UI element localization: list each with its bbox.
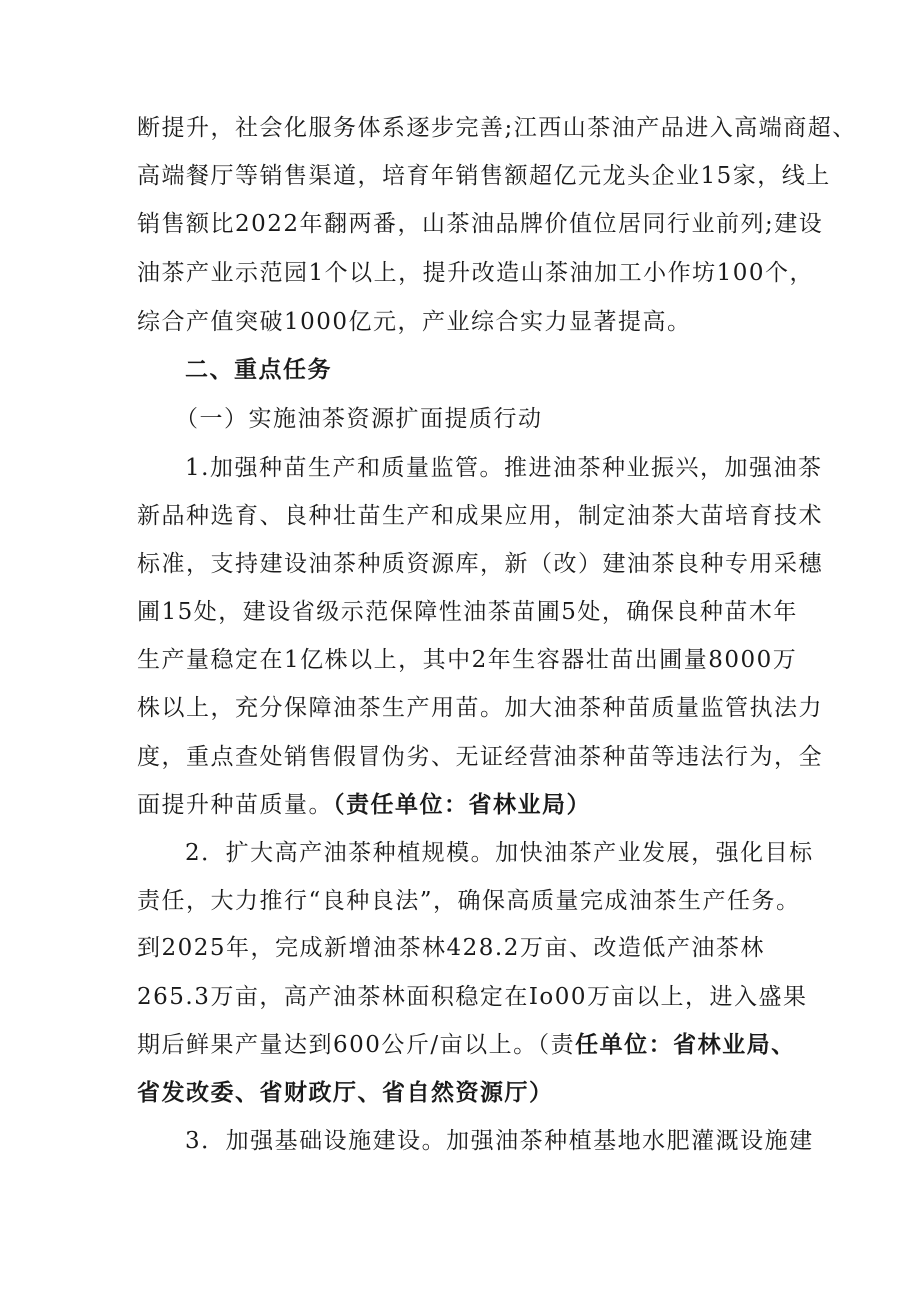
responsible-unit: （责任单位：省林业局） — [333, 792, 591, 818]
paragraph-line — [137, 113, 857, 143]
paragraph-line — [137, 597, 798, 627]
paragraph-line — [137, 742, 823, 772]
paragraph-line — [137, 645, 797, 675]
line-text: 2．扩大高产油茶种植规模。加快油茶产业发展，强化目标 — [185, 840, 814, 866]
paragraph-line — [185, 1126, 814, 1156]
subheading-text: （一）实施油茶资源扩面提质行动 — [175, 406, 543, 432]
paragraph-line — [137, 1030, 796, 1060]
paragraph-line — [137, 501, 823, 531]
paragraph-line — [137, 209, 823, 239]
line-text: 期后鲜果产量达到600公斤/亩以上。（责 — [137, 1032, 576, 1058]
section-heading — [185, 355, 332, 385]
line-text: 销售额比2022年翻两番，山茶油品牌价值位居同行业前列;建设 — [137, 211, 824, 237]
line-text: 圃15处，建设省级示范保障性油茶苗圃5处，确保良种苗木年 — [137, 599, 798, 625]
line-text: 面提升种苗质量。 — [137, 792, 333, 818]
responsible-unit: 任单位：省林业局、 — [575, 1032, 796, 1058]
subsection-heading — [175, 404, 543, 434]
paragraph-line — [185, 453, 822, 483]
line-text: 到2025年，完成新增油茶林428.2万亩、改造低产油茶林 — [137, 935, 765, 961]
paragraph-line — [137, 161, 831, 191]
paragraph-line — [137, 982, 808, 1012]
line-text: 1.加强种苗生产和质量监管。推进油茶种业振兴，加强油茶 — [185, 455, 823, 481]
paragraph-line — [185, 838, 814, 868]
paragraph-line — [137, 886, 801, 916]
line-text: 265.3万亩，高产油茶林面积稳定在Io00万亩以上，进入盛果 — [137, 984, 808, 1010]
paragraph-line — [137, 1078, 554, 1108]
line-text: 度，重点查处销售假冒伪劣、无证经营油茶种苗等违法行为，全 — [137, 744, 823, 770]
line-text: 断提升，社会化服务体系逐步完善;江西山茶油产品进入高端商超、 — [137, 115, 857, 141]
paragraph-line — [137, 258, 814, 288]
paragraph-line — [137, 933, 765, 963]
line-text: 油茶产业示范园1个以上，提升改造山茶油加工小作坊100个， — [137, 260, 815, 286]
line-text: 新品种选育、良种壮苗生产和成果应用，制定油茶大苗培育技术 — [137, 503, 823, 529]
paragraph-line — [137, 307, 692, 337]
line-text: 高端餐厅等销售渠道，培育年销售额超亿元龙头企业15家，线上 — [137, 163, 831, 189]
line-text: 责任，大力推行“良种良法”，确保高质量完成油茶生产任务。 — [137, 888, 801, 914]
paragraph-line — [137, 790, 591, 820]
line-text: 3．加强基础设施建设。加强油茶种植基地水肥灌溉设施建 — [185, 1128, 814, 1154]
line-text: 株以上，充分保障油茶生产用苗。加大油茶种苗质量监管执法力 — [137, 695, 823, 721]
paragraph-line — [137, 549, 823, 579]
responsible-unit: 省发改委、省财政厅、省自然资源厅） — [137, 1080, 554, 1106]
line-text: 生产量稳定在1亿株以上，其中2年生容器壮苗出圃量8000万 — [137, 647, 798, 673]
line-text: 标准，支持建设油茶种质资源库，新（改）建油茶良种专用采穗 — [137, 551, 823, 577]
paragraph-line — [137, 693, 823, 723]
line-text: 综合产值突破1000亿元，产业综合实力显著提高。 — [137, 309, 692, 335]
heading-text: 二、重点任务 — [185, 357, 332, 383]
